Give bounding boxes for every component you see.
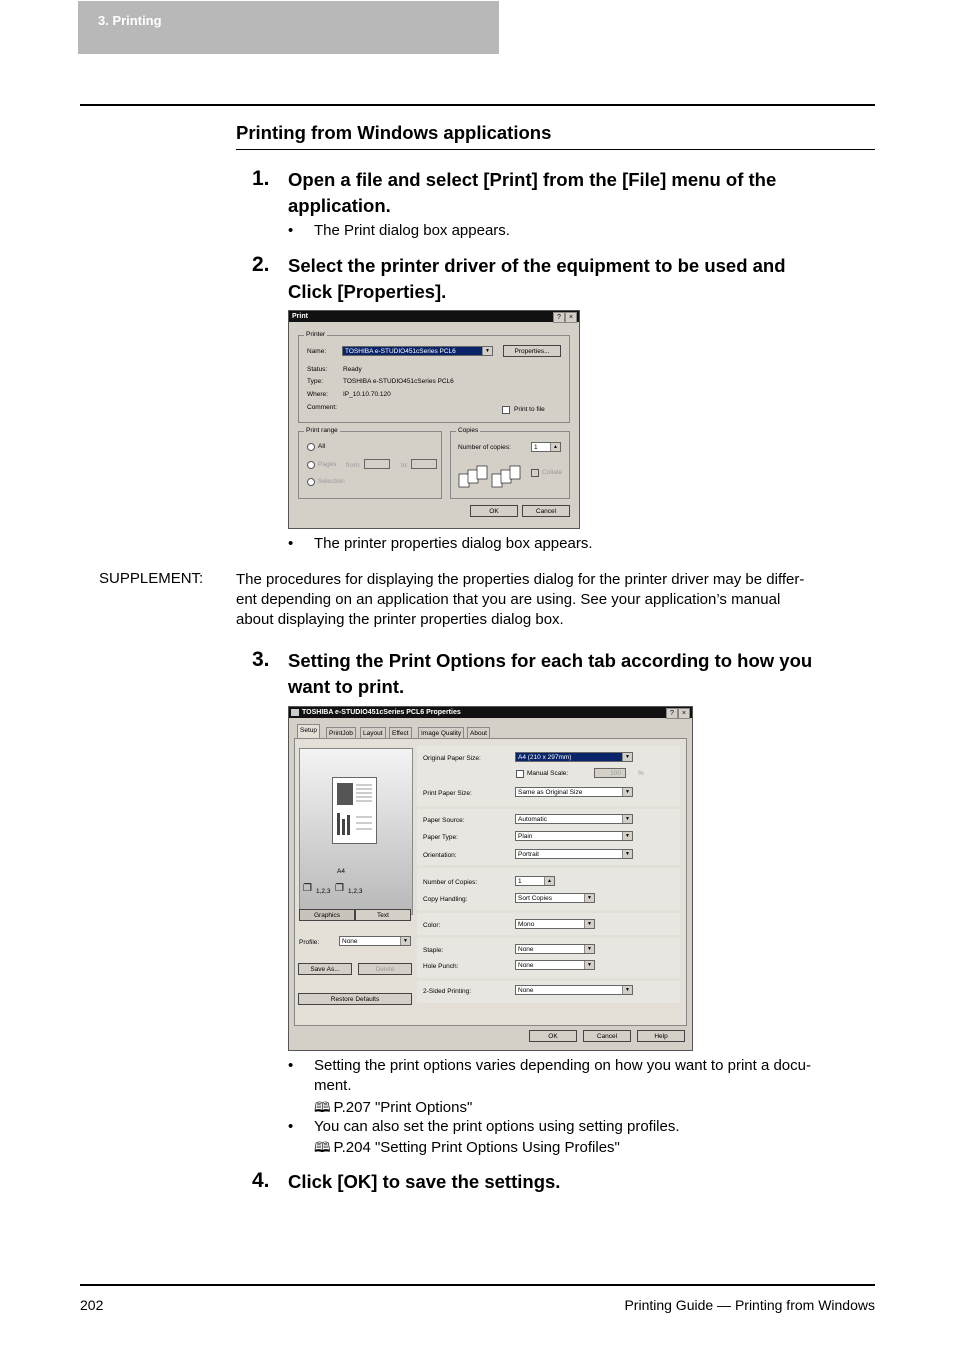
staple-select[interactable]: [515, 944, 595, 954]
step-2-number: 2.: [252, 253, 270, 276]
orientation-select[interactable]: [515, 849, 633, 859]
tab-about[interactable]: About: [467, 727, 490, 739]
paper-type-value: Plain: [518, 833, 533, 840]
supplement-line: The procedures for displaying the properties dialog for the printer driver may be differ-: [236, 571, 805, 588]
printer-icon: [291, 709, 299, 716]
tab-image-quality[interactable]: Image Quality: [418, 727, 464, 739]
print-paper-size-value: Same as Original Size: [518, 789, 583, 796]
number-of-copies-stepper[interactable]: [515, 876, 555, 886]
hole-punch-select[interactable]: [515, 960, 595, 970]
where-label: Where:: [307, 391, 328, 398]
type-label: Type:: [307, 378, 323, 385]
supplement-text: [236, 570, 876, 630]
cancel-button[interactable]: Cancel: [522, 505, 570, 517]
staple-value: None: [518, 946, 534, 953]
step-3-text-line1: Setting the Print Options for each tab according to how you: [288, 650, 813, 671]
original-paper-size-select[interactable]: [515, 752, 633, 762]
from-input[interactable]: [364, 459, 390, 469]
chevron-down-icon: ▼: [622, 986, 632, 994]
tab-effect[interactable]: Effect: [389, 727, 412, 739]
paper-source-label: Paper Source:: [423, 817, 465, 824]
orientation-label: Orientation:: [423, 852, 457, 859]
number-of-copies-label: Number of Copies:: [423, 879, 478, 886]
two-sided-select[interactable]: [515, 985, 633, 995]
book-icon: 🕮: [314, 1139, 331, 1155]
copy-handling-value: Sort Copies: [518, 895, 552, 902]
print-paper-size-select[interactable]: [515, 787, 633, 797]
close-icon[interactable]: ×: [678, 708, 690, 719]
copies-label: 1,2,3: [348, 888, 363, 895]
radio-selection[interactable]: [307, 478, 315, 486]
color-select[interactable]: [515, 919, 595, 929]
manual-scale-unit: %: [638, 770, 644, 777]
status-label: Status:: [307, 366, 328, 373]
bullet-text: You can also set the print options using setting profiles.: [314, 1118, 680, 1135]
help-icon[interactable]: ?: [553, 312, 565, 323]
section-rule: [236, 149, 875, 150]
paper-type-label: Paper Type:: [423, 834, 458, 841]
print-to-file-label: Print to file: [514, 406, 545, 413]
copy-handling-select[interactable]: [515, 893, 595, 903]
profile-label: Profile:: [299, 939, 320, 946]
ok-button[interactable]: OK: [529, 1030, 577, 1042]
radio-selection-label: Selection: [318, 478, 345, 485]
help-icon[interactable]: ?: [666, 708, 678, 719]
bullet-item: • The Print dialog box appears.: [288, 221, 874, 241]
orientation-value: Portrait: [518, 851, 539, 858]
copies-panel: [417, 868, 680, 910]
step-4-number: 4.: [252, 1169, 270, 1192]
step-3-number: 3.: [252, 648, 270, 671]
collate-checkbox[interactable]: [531, 469, 539, 477]
collate-icon: [458, 465, 523, 491]
bullet-text: The Print dialog box appears.: [314, 222, 510, 239]
paper-source-select[interactable]: [515, 814, 633, 824]
reference-link[interactable]: [314, 1097, 472, 1118]
bullet-text: Setting the print options varies depending on how you want to print a docu-: [314, 1057, 811, 1074]
supplement-line: about displaying the printer properties dialog box.: [236, 611, 564, 628]
footer-title: Printing Guide — Printing from Windows: [624, 1297, 875, 1313]
tab-layout[interactable]: Layout: [360, 727, 386, 739]
num-copies-label: Number of copies:: [458, 444, 511, 451]
restore-defaults-button[interactable]: Restore Defaults: [298, 993, 412, 1005]
top-rule: [80, 104, 875, 106]
step-1-text-line2: application.: [288, 195, 391, 216]
chevron-down-icon: ▼: [622, 850, 632, 858]
section-title: Printing from Windows applications: [236, 122, 552, 143]
step-2-text-line1: Select the printer driver of the equipment to be used and: [288, 255, 786, 276]
step-1-text-line1: Open a file and select [Print] from the [File] menu of the: [288, 169, 777, 190]
status-value: Ready: [343, 366, 362, 373]
step-1-number: 1.: [252, 167, 270, 190]
tab-setup[interactable]: Setup: [297, 724, 320, 739]
from-label: from:: [346, 462, 361, 469]
copies-label: 1,2,3: [316, 888, 331, 895]
chevron-down-icon: ▼: [400, 937, 410, 945]
page-number: 202: [80, 1297, 104, 1313]
chevron-down-icon: ▼: [622, 753, 632, 761]
number-of-copies-value: 1: [518, 878, 522, 885]
profile-value: None: [342, 938, 358, 945]
radio-pages[interactable]: [307, 461, 315, 469]
to-input[interactable]: [411, 459, 437, 469]
print-paper-size-label: Print Paper Size:: [423, 790, 472, 797]
manual-scale-label: Manual Scale:: [527, 770, 569, 777]
preview-size-label: A4: [337, 868, 345, 875]
original-paper-size-value: A4 (210 x 297mm): [518, 754, 572, 761]
radio-pages-label: Pages: [318, 461, 337, 468]
num-copies-stepper[interactable]: [531, 442, 561, 452]
document-preview-icon: [332, 777, 377, 845]
bottom-rule: [80, 1284, 875, 1286]
chapter-tab: [78, 1, 499, 54]
color-label: Color:: [423, 922, 441, 929]
save-as-button[interactable]: Save As...: [298, 963, 352, 975]
printer-name-select[interactable]: [342, 346, 493, 356]
paper-type-select[interactable]: [515, 831, 633, 841]
where-value: IP_10.10.70.120: [343, 391, 391, 398]
staple-label: Staple:: [423, 947, 444, 954]
bullet-item: • You can also set the print options using setting profiles.: [288, 1117, 874, 1137]
name-label: Name:: [307, 348, 327, 355]
hole-punch-value: None: [518, 962, 534, 969]
radio-all-label: All: [318, 443, 326, 450]
reference-link[interactable]: [314, 1137, 620, 1158]
print-range-title: Print range: [306, 427, 338, 434]
printer-name-value: TOSHIBA e-STUDIO451cSeries PCL6: [345, 348, 456, 355]
print-dialog: [288, 310, 580, 529]
supplement-line: ent depending on an application that you are using. See your application’s manual: [236, 591, 781, 608]
type-value: TOSHIBA e-STUDIO451cSeries PCL6: [343, 378, 454, 385]
chevron-down-icon: ▼: [584, 945, 594, 953]
text-tab[interactable]: Text: [355, 909, 411, 921]
profile-select[interactable]: [339, 936, 411, 946]
step-4-text: Click [OK] to save the settings.: [288, 1171, 561, 1192]
chevron-down-icon: ▼: [584, 961, 594, 969]
two-sided-value: None: [518, 987, 534, 994]
bullet-text: The printer properties dialog box appears.: [314, 535, 593, 552]
paper-source-value: Automatic: [518, 816, 547, 823]
supplement-label: SUPPLEMENT:: [99, 570, 204, 587]
manual-scale-checkbox[interactable]: [516, 770, 524, 778]
step-2-text-line2: Click [Properties].: [288, 281, 447, 302]
printer-group-title: Printer: [306, 331, 326, 338]
copies-icon: ❐: [335, 883, 344, 894]
color-value: Mono: [518, 921, 535, 928]
two-sided-label: 2-Sided Printing:: [423, 988, 472, 995]
close-icon[interactable]: ×: [565, 312, 577, 323]
num-copies-value: 1: [534, 444, 538, 451]
chevron-down-icon: ▼: [622, 832, 632, 840]
collate-label: Collate: [542, 469, 563, 476]
copy-handling-label: Copy Handling:: [423, 896, 468, 903]
cancel-button[interactable]: Cancel: [583, 1030, 631, 1042]
print-to-file-checkbox[interactable]: [502, 406, 510, 414]
radio-all[interactable]: [307, 443, 315, 451]
ok-button[interactable]: OK: [470, 505, 518, 517]
bullet-continuation: ment.: [314, 1077, 352, 1094]
tab-printjob[interactable]: PrintJob: [326, 727, 356, 739]
help-button[interactable]: Help: [637, 1030, 685, 1042]
chapter-label: 3. Printing: [98, 13, 162, 28]
copies-group-title: Copies: [458, 427, 479, 434]
delete-button[interactable]: Delete: [358, 963, 412, 975]
hole-punch-label: Hole Punch:: [423, 963, 459, 970]
chevron-down-icon: ▼: [622, 788, 632, 796]
graphics-tab[interactable]: Graphics: [299, 909, 355, 921]
reference-text: P.204 "Setting Print Options Using Profiles": [333, 1139, 620, 1156]
spinner-icon: ▲: [544, 877, 554, 885]
original-paper-size-label: Original Paper Size:: [423, 755, 481, 762]
step-3-text-line2: want to print.: [288, 676, 405, 697]
bullet-item: • The printer properties dialog box appears.: [288, 534, 874, 554]
bullet-item: • Setting the print options varies depending on how you want to print a docu-: [288, 1056, 874, 1076]
chevron-down-icon: ▼: [584, 920, 594, 928]
to-label: to:: [401, 462, 409, 469]
reference-text: P.207 "Print Options": [333, 1099, 473, 1116]
manual-scale-input[interactable]: 100: [594, 768, 626, 778]
properties-dialog: [288, 706, 693, 1051]
properties-dialog-titlebar: TOSHIBA e-STUDIO451cSeries PCL6 Properties: [289, 707, 692, 718]
chevron-down-icon: ▼: [622, 815, 632, 823]
book-icon: 🕮: [314, 1099, 331, 1115]
comment-label: Comment:: [307, 404, 337, 411]
copies-icon: ❐: [303, 883, 312, 894]
print-dialog-titlebar: Print: [289, 311, 579, 322]
spinner-icon: ▲: [550, 443, 560, 451]
chevron-down-icon: ▼: [482, 347, 492, 355]
properties-button[interactable]: Properties...: [503, 345, 561, 357]
chevron-down-icon: ▼: [584, 894, 594, 902]
